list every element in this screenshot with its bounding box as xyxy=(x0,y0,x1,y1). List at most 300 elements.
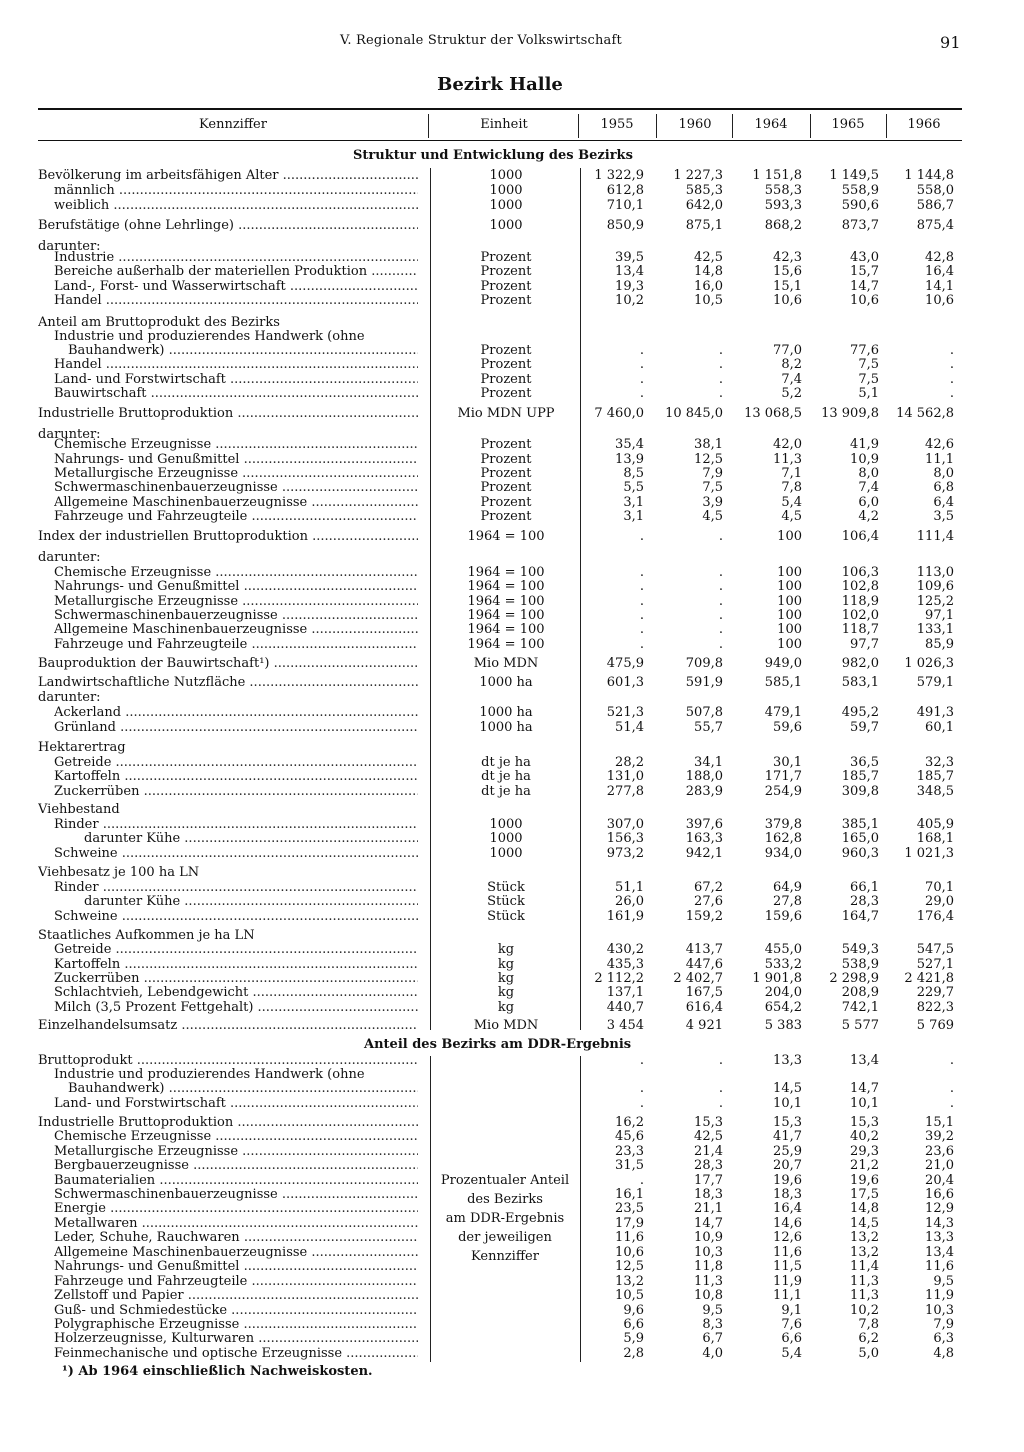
cell-value: 5,5 xyxy=(623,480,644,495)
row-unit: 1964 = 100 xyxy=(467,565,545,580)
cell-value: 10,6 xyxy=(925,293,954,308)
cell-value: 4,8 xyxy=(933,1346,954,1361)
row-label-text: darunter: xyxy=(38,428,101,442)
cell-value: 10,6 xyxy=(773,293,802,308)
row-label-text: Index der industriellen Bruttoproduktion ..... xyxy=(38,530,418,544)
table-row xyxy=(0,972,1000,986)
cell-value: 5,4 xyxy=(781,1346,802,1361)
table-row xyxy=(0,818,1000,832)
table-row xyxy=(0,551,1000,565)
cell-value: 521,3 xyxy=(606,705,644,720)
col-year: 1966 xyxy=(907,117,941,132)
cell-value: 4 921 xyxy=(685,1018,723,1033)
cell-value: . xyxy=(639,594,644,609)
cell-value: 188,0 xyxy=(685,769,723,784)
table-row xyxy=(0,785,1000,799)
row-label-text: Feinmechanische und optische Erzeugnisse ..... xyxy=(54,1347,418,1361)
cell-value: 41,9 xyxy=(850,437,879,452)
cell-value: 6,7 xyxy=(702,1331,723,1346)
cell-value: 579,1 xyxy=(916,675,954,690)
cell-value: 11,3 xyxy=(850,1274,879,1289)
cell-value: 14,8 xyxy=(850,1201,879,1216)
col-year: 1960 xyxy=(678,117,712,132)
cell-value: 11,4 xyxy=(850,1259,879,1274)
cell-value: 309,8 xyxy=(841,784,879,799)
col-divider xyxy=(656,114,657,138)
table-row xyxy=(0,438,1000,452)
cell-value: 430,2 xyxy=(606,942,644,957)
cell-value: 19,3 xyxy=(615,279,644,294)
row-label-text: Viehbesatz je 100 ha LN xyxy=(38,866,200,880)
row-label xyxy=(54,1174,418,1188)
row-label-text: Hektarertrag xyxy=(38,741,126,755)
cell-value: 2 298,9 xyxy=(829,971,879,986)
cell-value: 5,4 xyxy=(781,495,802,510)
cell-value: 527,1 xyxy=(916,957,954,972)
table-row xyxy=(0,1275,1000,1289)
table-row xyxy=(0,1054,1000,1068)
row-label-text: darunter: xyxy=(38,240,101,254)
cell-value: 586,7 xyxy=(916,198,954,213)
table-row xyxy=(0,847,1000,861)
col-divider xyxy=(578,114,579,138)
cell-value: 20,7 xyxy=(773,1158,802,1173)
table-row xyxy=(0,344,1000,358)
row-label-text: Guß- und Schmiedestücke ..... xyxy=(54,1304,418,1318)
row-label xyxy=(38,407,418,421)
table-row xyxy=(0,1019,1000,1033)
table-row xyxy=(0,895,1000,909)
row-label-text: Berufstätige (ohne Lehrlinge) ..... xyxy=(38,219,418,233)
cell-value: 440,7 xyxy=(606,1000,644,1015)
cell-value: 873,7 xyxy=(841,218,879,233)
cell-value: 15,3 xyxy=(694,1115,723,1130)
cell-value: 100 xyxy=(777,622,802,637)
row-unit: 1000 ha xyxy=(479,705,533,720)
cell-value: 42,3 xyxy=(773,250,802,265)
cell-value: 64,9 xyxy=(773,880,802,895)
row-label-text: Metallwaren ..... xyxy=(54,1217,418,1231)
table-row xyxy=(0,496,1000,510)
row-label-text: Industrie und produzierendes Handwerk (ohne xyxy=(54,330,365,344)
row-unit: 1964 = 100 xyxy=(467,529,545,544)
cell-value: 16,6 xyxy=(925,1187,954,1202)
row-label xyxy=(54,496,418,510)
row-unit: Mio MDN xyxy=(473,656,539,671)
cell-value: 59,7 xyxy=(850,720,879,735)
cell-value: 949,0 xyxy=(764,656,802,671)
cell-value: . xyxy=(639,372,644,387)
cell-value: 42,5 xyxy=(694,1129,723,1144)
row-label-text: Nahrungs- und Genußmittel ..... xyxy=(54,453,418,467)
cell-value: 16,4 xyxy=(925,264,954,279)
table-row xyxy=(0,481,1000,495)
row-unit: dt je ha xyxy=(481,769,531,784)
cell-value: 4,5 xyxy=(781,509,802,524)
cell-value: 106,3 xyxy=(841,565,879,580)
row-unit: Prozent xyxy=(480,480,532,495)
row-label xyxy=(38,551,418,565)
table-row xyxy=(0,510,1000,524)
cell-value: 3,1 xyxy=(623,509,644,524)
cell-value: 13,2 xyxy=(850,1245,879,1260)
cell-value: 12,6 xyxy=(773,1230,802,1245)
table-row xyxy=(0,467,1000,481)
table-row xyxy=(0,265,1000,279)
cell-value: 29,3 xyxy=(850,1144,879,1159)
cell-value: 2 402,7 xyxy=(673,971,723,986)
cell-value: 1 021,3 xyxy=(904,846,954,861)
table-row xyxy=(0,407,1000,421)
cell-value: 942,1 xyxy=(685,846,723,861)
row-unit: 1000 ha xyxy=(479,675,533,690)
cell-value: 10 845,0 xyxy=(665,406,723,421)
cell-value: 13,4 xyxy=(615,264,644,279)
row-label xyxy=(54,580,418,594)
cell-value: 4,5 xyxy=(702,509,723,524)
table-row xyxy=(0,530,1000,544)
row-unit: Stück xyxy=(487,880,525,895)
cell-value: 7,1 xyxy=(781,466,802,481)
cell-value: 9,5 xyxy=(702,1303,723,1318)
cell-value: . xyxy=(718,386,723,401)
cell-value: . xyxy=(949,343,954,358)
row-label xyxy=(38,676,418,690)
cell-value: . xyxy=(718,343,723,358)
cell-value: . xyxy=(718,579,723,594)
row-label xyxy=(54,706,418,720)
row-label xyxy=(84,832,418,846)
row-label xyxy=(54,387,418,401)
cell-value: 16,0 xyxy=(694,279,723,294)
row-unit: 1000 xyxy=(489,198,523,213)
row-label xyxy=(54,1260,418,1274)
footnote: ¹) Ab 1964 einschließlich Nachweiskosten. xyxy=(62,1364,373,1379)
cell-value: . xyxy=(639,1053,644,1068)
row-unit: kg xyxy=(497,985,515,1000)
row-label-text: Fahrzeuge und Fahrzeugteile ..... xyxy=(54,1275,418,1289)
cell-value: 100 xyxy=(777,579,802,594)
row-label-text: Chemische Erzeugnisse ..... xyxy=(54,1130,418,1144)
row-unit: Prozent xyxy=(480,509,532,524)
row-label-text: Bauproduktion der Bauwirtschaft¹) ..... xyxy=(38,657,418,671)
cell-value: . xyxy=(639,343,644,358)
cell-value: 16,1 xyxy=(615,1187,644,1202)
row-unit: Prozent xyxy=(480,279,532,294)
table-row xyxy=(0,866,1000,880)
cell-value: 960,3 xyxy=(841,846,879,861)
table-row xyxy=(0,1097,1000,1111)
cell-value: 131,0 xyxy=(606,769,644,784)
cell-value: 13,2 xyxy=(615,1274,644,1289)
row-label-text: darunter: xyxy=(38,691,101,705)
table-row xyxy=(0,373,1000,387)
table-row xyxy=(0,251,1000,265)
cell-value: 161,9 xyxy=(606,909,644,924)
row-unit: 1964 = 100 xyxy=(467,579,545,594)
cell-value: 590,6 xyxy=(841,198,879,213)
cell-value: 822,3 xyxy=(916,1000,954,1015)
row-label-text: darunter Kühe ..... xyxy=(84,895,418,909)
cell-value: 23,3 xyxy=(615,1144,644,1159)
row-label-text: Kartoffeln ..... xyxy=(54,770,418,784)
row-label xyxy=(54,1318,418,1332)
table-row xyxy=(0,609,1000,623)
cell-value: 42,5 xyxy=(694,250,723,265)
running-head: V. Regionale Struktur der Volkswirtschaft xyxy=(340,33,622,48)
row-label-text: Zuckerrüben ..... xyxy=(54,785,418,799)
col-divider xyxy=(886,114,887,138)
cell-value: 413,7 xyxy=(685,942,723,957)
cell-value: . xyxy=(639,1081,644,1096)
table-row xyxy=(0,1001,1000,1015)
row-label xyxy=(54,330,418,344)
cell-value: 5,0 xyxy=(858,1346,879,1361)
cell-value: 3,9 xyxy=(702,495,723,510)
table-row xyxy=(0,691,1000,705)
row-unit: Prozent xyxy=(480,343,532,358)
row-unit: 1000 ha xyxy=(479,720,533,735)
row-label xyxy=(38,316,418,330)
row-label-text: Industrielle Bruttoproduktion ..... xyxy=(38,1116,418,1130)
table-row xyxy=(0,199,1000,213)
cell-value: 11,3 xyxy=(694,1274,723,1289)
table-row xyxy=(0,387,1000,401)
cell-value: 6,3 xyxy=(933,1331,954,1346)
row-label xyxy=(54,958,418,972)
cell-value: 868,2 xyxy=(764,218,802,233)
unit-note xyxy=(430,1171,580,1266)
cell-value: 5 769 xyxy=(916,1018,954,1033)
row-label xyxy=(38,741,418,755)
cell-value: 165,0 xyxy=(841,831,879,846)
row-label-text: Ackerland ..... xyxy=(54,706,418,720)
col-divider xyxy=(732,114,733,138)
table-row xyxy=(0,638,1000,652)
cell-value: 3,1 xyxy=(623,495,644,510)
cell-value: 5,9 xyxy=(623,1331,644,1346)
cell-value: 850,9 xyxy=(606,218,644,233)
cell-value: 3 454 xyxy=(606,1018,644,1033)
row-label xyxy=(54,1188,418,1202)
row-label xyxy=(54,1347,418,1361)
cell-value: 11,8 xyxy=(694,1259,723,1274)
cell-value: . xyxy=(718,622,723,637)
row-label-text: Getreide ..... xyxy=(54,756,418,770)
row-unit: dt je ha xyxy=(481,784,531,799)
row-unit: Prozent xyxy=(480,357,532,372)
row-label xyxy=(38,866,418,880)
row-label-text: Holzerzeugnisse, Kulturwaren ..... xyxy=(54,1332,418,1346)
cell-value: 19,6 xyxy=(773,1173,802,1188)
row-label-text: Bauhandwerk) ..... xyxy=(68,344,418,358)
cell-value: 13,4 xyxy=(925,1245,954,1260)
row-unit: 1000 xyxy=(489,846,523,861)
cell-value: 10,9 xyxy=(694,1230,723,1245)
cell-value: . xyxy=(718,529,723,544)
cell-value: 7,4 xyxy=(781,372,802,387)
cell-value: 15,1 xyxy=(773,279,802,294)
table-row xyxy=(0,453,1000,467)
cell-value: 283,9 xyxy=(685,784,723,799)
cell-value: 156,3 xyxy=(606,831,644,846)
cell-value: 934,0 xyxy=(764,846,802,861)
row-unit: 1964 = 100 xyxy=(467,594,545,609)
row-label-text: Land-, Forst- und Wasserwirtschaft ..... xyxy=(54,280,418,294)
section-title: Anteil des Bezirks am DDR-Ergebnis xyxy=(364,1037,632,1052)
cell-value: 2 112,2 xyxy=(594,971,644,986)
row-label xyxy=(54,199,418,213)
cell-value: 208,9 xyxy=(841,985,879,1000)
cell-value: 14,6 xyxy=(773,1216,802,1231)
cell-value: 67,2 xyxy=(694,880,723,895)
cell-value: 14 562,8 xyxy=(896,406,954,421)
row-unit: Prozent xyxy=(480,437,532,452)
cell-value: 133,1 xyxy=(916,622,954,637)
row-unit: dt je ha xyxy=(481,755,531,770)
cell-value: 9,1 xyxy=(781,1303,802,1318)
unit-note-line: am DDR-Ergebnis xyxy=(445,1211,565,1226)
row-label-text: Schweine ..... xyxy=(54,910,418,924)
row-label xyxy=(84,895,418,909)
row-label xyxy=(54,1246,418,1260)
row-label xyxy=(54,595,418,609)
cell-value: 100 xyxy=(777,565,802,580)
cell-value: . xyxy=(639,1173,644,1188)
cell-value: 13,3 xyxy=(925,1230,954,1245)
cell-value: 10,2 xyxy=(850,1303,879,1318)
cell-value: . xyxy=(949,372,954,387)
row-label xyxy=(54,358,418,372)
cell-value: 10,8 xyxy=(694,1288,723,1303)
row-label-text: Schwermaschinenbauerzeugnisse ..... xyxy=(54,609,418,623)
cell-value: 11,6 xyxy=(925,1259,954,1274)
row-label-text: Metallurgische Erzeugnisse ..... xyxy=(54,1145,418,1159)
cell-value: 15,1 xyxy=(925,1115,954,1130)
row-label xyxy=(38,219,418,233)
cell-value: 100 xyxy=(777,594,802,609)
row-label xyxy=(54,881,418,895)
row-label-text: Bruttoprodukt ..... xyxy=(38,1054,418,1068)
row-label xyxy=(54,609,418,623)
table-row xyxy=(0,958,1000,972)
row-label-text: Land- und Forstwirtschaft ..... xyxy=(54,1097,418,1111)
cell-value: 21,4 xyxy=(694,1144,723,1159)
row-label xyxy=(54,280,418,294)
unit-note-line: Prozentualer Anteil xyxy=(440,1173,570,1188)
cell-value: 12,5 xyxy=(694,452,723,467)
cell-value: 42,0 xyxy=(773,437,802,452)
row-unit: Mio MDN xyxy=(473,1018,539,1033)
cell-value: 15,3 xyxy=(850,1115,879,1130)
cell-value: 1 901,8 xyxy=(752,971,802,986)
cell-value: 397,6 xyxy=(685,817,723,832)
cell-value: . xyxy=(718,1053,723,1068)
row-unit: Prozent xyxy=(480,452,532,467)
cell-value: 547,5 xyxy=(916,942,954,957)
row-label-text: Rinder ..... xyxy=(54,818,418,832)
cell-value: 106,4 xyxy=(841,529,879,544)
row-label-text: Metallurgische Erzeugnisse ..... xyxy=(54,595,418,609)
cell-value: 10,2 xyxy=(615,293,644,308)
row-unit: 1000 xyxy=(489,183,523,198)
cell-value: . xyxy=(949,1096,954,1111)
section-title: Struktur und Entwicklung des Bezirks xyxy=(353,148,633,163)
row-label-text: Industrie und produzierendes Handwerk (ohne xyxy=(54,1068,365,1082)
table-row xyxy=(0,580,1000,594)
cell-value: 29,0 xyxy=(925,894,954,909)
row-label xyxy=(68,1082,418,1096)
cell-value: 59,6 xyxy=(773,720,802,735)
cell-value: 558,3 xyxy=(764,183,802,198)
table-row xyxy=(0,1116,1000,1130)
row-unit: Prozent xyxy=(480,372,532,387)
row-unit: Stück xyxy=(487,894,525,909)
cell-value: 6,0 xyxy=(858,495,879,510)
table-row xyxy=(0,910,1000,924)
cell-value: 17,9 xyxy=(615,1216,644,1231)
cell-value: 55,7 xyxy=(694,720,723,735)
cell-value: 7,8 xyxy=(858,1317,879,1332)
cell-value: 26,0 xyxy=(615,894,644,909)
row-label-text: Chemische Erzeugnisse ..... xyxy=(54,566,418,580)
cell-value: 18,3 xyxy=(694,1187,723,1202)
row-label-text: Getreide ..... xyxy=(54,943,418,957)
cell-value: 1 149,5 xyxy=(829,168,879,183)
row-label-text: Energie ..... xyxy=(54,1202,418,1216)
col-divider xyxy=(810,114,811,138)
row-unit: kg xyxy=(497,957,515,972)
cell-value: 6,8 xyxy=(933,480,954,495)
cell-value: 10,6 xyxy=(850,293,879,308)
row-label-text: Allgemeine Maschinenbauerzeugnisse ..... xyxy=(54,1246,418,1260)
row-label xyxy=(54,1159,418,1173)
cell-value: 23,5 xyxy=(615,1201,644,1216)
row-label xyxy=(54,438,418,452)
cell-value: 97,7 xyxy=(850,637,879,652)
row-label-text: Industrie ..... xyxy=(54,251,418,265)
cell-value: . xyxy=(718,1081,723,1096)
row-label xyxy=(54,986,418,1000)
cell-value: 100 xyxy=(777,608,802,623)
row-unit: 1000 xyxy=(489,168,523,183)
row-label xyxy=(38,803,418,817)
row-label-text: darunter: xyxy=(38,551,101,565)
cell-value: . xyxy=(949,357,954,372)
cell-value: . xyxy=(639,565,644,580)
cell-value: 23,6 xyxy=(925,1144,954,1159)
table-row xyxy=(0,721,1000,735)
row-label-text: Fahrzeuge und Fahrzeugteile ..... xyxy=(54,510,418,524)
cell-value: 6,6 xyxy=(781,1331,802,1346)
cell-value: 39,2 xyxy=(925,1129,954,1144)
cell-value: . xyxy=(639,608,644,623)
cell-value: 533,2 xyxy=(764,957,802,972)
cell-value: 21,2 xyxy=(850,1158,879,1173)
row-label-text: Allgemeine Maschinenbauerzeugnisse ..... xyxy=(54,496,418,510)
cell-value: 36,5 xyxy=(850,755,879,770)
cell-value: 10,5 xyxy=(615,1288,644,1303)
row-label-text: Anteil am Bruttoprodukt des Bezirks xyxy=(38,316,280,330)
cell-value: 7,4 xyxy=(858,480,879,495)
row-label xyxy=(38,530,418,544)
table-row xyxy=(0,706,1000,720)
cell-value: 10,9 xyxy=(850,452,879,467)
table-row xyxy=(0,358,1000,372)
row-label xyxy=(54,1332,418,1346)
cell-value: 8,0 xyxy=(933,466,954,481)
table-row xyxy=(0,943,1000,957)
